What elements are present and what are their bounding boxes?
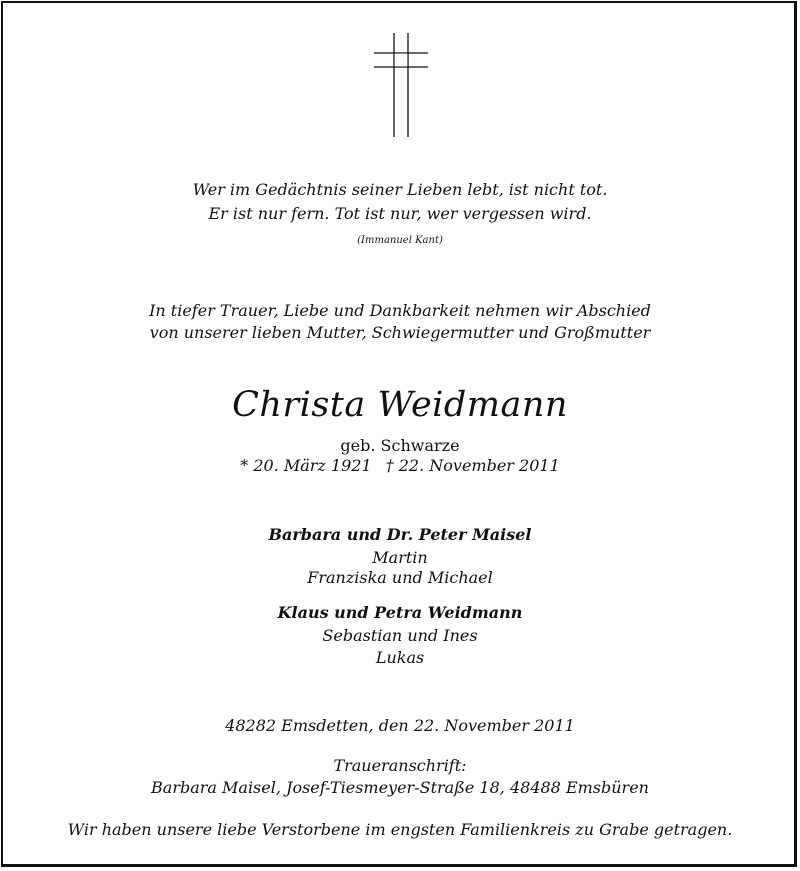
quote-line-1: Wer im Gedächtnis seiner Lieben lebt, ist nicht tot. <box>192 180 608 199</box>
death-date: † 22. November 2011 <box>385 456 560 475</box>
mourning-address-label: Traueranschrift: <box>333 756 467 775</box>
birth-date: * 20. März 1921 <box>240 456 372 475</box>
intro-line-1: In tiefer Trauer, Liebe und Dankbarkeit nehmen wir Abschied <box>149 301 651 320</box>
quote-attribution: (Immanuel Kant) <box>357 235 443 246</box>
life-dates <box>0 456 800 475</box>
place-date: 48282 Emsdetten, den 22. November 2011 <box>225 716 575 735</box>
cross-icon <box>374 33 428 139</box>
family-member: Sebastian und Ines <box>322 626 478 645</box>
quote-line-2: Er ist nur fern. Tot ist nur, wer vergessen wird. <box>208 204 592 223</box>
mourning-address: Barbara Maisel, Josef-Tiesmeyer-Straße 18, 48488 Emsbüren <box>151 778 649 797</box>
family-member: Franziska und Michael <box>307 568 493 587</box>
maiden-name: geb. Schwarze <box>340 436 460 455</box>
family-member: Martin <box>372 548 428 567</box>
deceased-name: Christa Weidmann <box>232 385 568 425</box>
intro-line-2: von unserer lieben Mutter, Schwiegermutter und Großmutter <box>149 323 651 342</box>
family-head-2: Klaus und Petra Weidmann <box>277 603 523 622</box>
family-head-1: Barbara und Dr. Peter Maisel <box>268 525 532 544</box>
closing-note: Wir haben unsere liebe Verstorbene im engsten Familienkreis zu Grabe getragen. <box>67 820 733 839</box>
family-member: Lukas <box>375 648 425 667</box>
